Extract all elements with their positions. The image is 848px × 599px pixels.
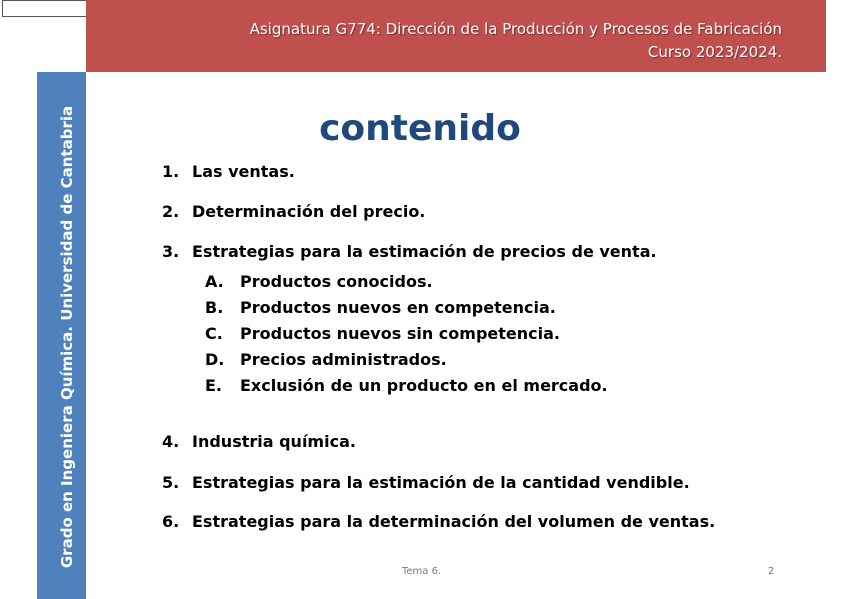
list-item xyxy=(162,242,657,261)
sidebar-band xyxy=(37,72,86,599)
sub-list-item xyxy=(205,298,556,317)
sub-list-item xyxy=(205,376,608,395)
sub-item-text: Productos nuevos en competencia. xyxy=(240,298,556,317)
course-subject: Asignatura G774: Dirección de la Producción y Procesos de Fabricación xyxy=(249,20,782,38)
footer-topic: Tema 6. xyxy=(402,566,442,577)
list-item xyxy=(162,473,690,492)
list-item xyxy=(162,202,425,221)
sub-item-text: Precios administrados. xyxy=(240,350,447,369)
sub-item-text: Productos conocidos. xyxy=(240,272,433,291)
sub-item-letter: E. xyxy=(205,376,223,395)
sub-item-letter: A. xyxy=(205,272,224,291)
sub-list-item xyxy=(205,324,560,343)
page-number: 2 xyxy=(768,566,775,577)
item-number: 1. xyxy=(162,162,180,181)
sidebar-label: Grado en Ingeniera Química. Universidad de Cantabria xyxy=(58,105,76,569)
sub-item-text: Productos nuevos sin competencia. xyxy=(240,324,560,343)
course-year: Curso 2023/2024. xyxy=(647,43,782,61)
sub-list-item xyxy=(205,350,447,369)
sub-item-text: Exclusión de un producto en el mercado. xyxy=(240,376,608,395)
item-number: 3. xyxy=(162,242,180,261)
list-item xyxy=(162,512,715,531)
item-text: Industria química. xyxy=(192,432,356,451)
sub-item-letter: C. xyxy=(205,324,223,343)
list-item xyxy=(162,162,295,181)
item-number: 6. xyxy=(162,512,180,531)
item-number: 4. xyxy=(162,432,180,451)
item-text: Estrategias para la estimación de precios de venta. xyxy=(192,242,657,261)
sub-list-item xyxy=(205,272,433,291)
item-text: Estrategias para la determinación del volumen de ventas. xyxy=(192,512,716,531)
item-text: Estrategias para la estimación de la cantidad vendible. xyxy=(192,473,690,492)
list-item xyxy=(162,432,356,451)
slide-title: contenido xyxy=(319,108,521,149)
slide-header xyxy=(86,0,826,72)
item-text: Las ventas. xyxy=(192,162,295,181)
sub-item-letter: D. xyxy=(205,350,225,369)
item-number: 2. xyxy=(162,202,180,221)
item-text: Determinación del precio. xyxy=(192,202,426,221)
item-number: 5. xyxy=(162,473,180,492)
sub-item-letter: B. xyxy=(205,298,224,317)
